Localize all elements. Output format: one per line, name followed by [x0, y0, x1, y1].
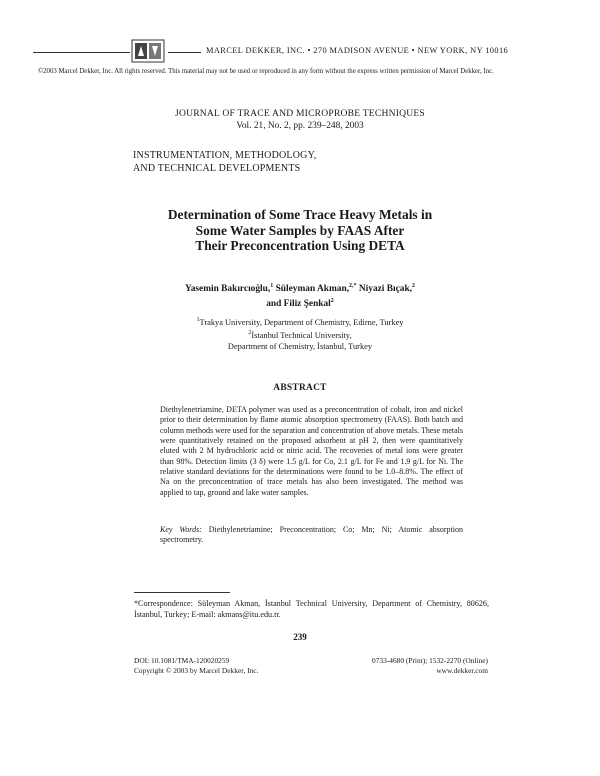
author-1-sup: 1	[270, 283, 274, 289]
keywords	[160, 525, 463, 546]
section-line-2: AND TECHNICAL DEVELOPMENTS	[133, 163, 301, 174]
website: www.dekker.com	[436, 666, 488, 675]
issn: 0733-4680 (Print); 1532-2270 (Online)	[372, 656, 488, 665]
affiliation-2-sup: 2	[248, 330, 252, 336]
publisher-logo-icon	[131, 39, 165, 63]
header-rule-left	[33, 52, 130, 53]
page-number: 239	[293, 632, 307, 642]
abstract-body: Diethylenetriamine, DETA polymer was used as a preconcentration of cobalt, iron and nickel prior to their determination by flame atomic absorption spectrometry (FAAS). Both batch and column methods were used for the separation and concentration of above metals. These metals were quantitatively retained on the proposed adsorbent at pH 2, then were quantitatively eluted with 2 M hydrochloric acid or nitric acid. The recoveries of metal ions were greater than 98%. Detection limits (3 δ) were 1.5 g/L for Co, 2.1 g/L for Fe and 1.9 g/L for Ni. The relative standard deviations for the determinations were found to be 1.0–8.8%. The effect of Na on the preconcentration of trace metals has also been investigated. The method was applied to tap, ground and lake water samples.	[160, 405, 463, 497]
copyright-notice: ©2003 Marcel Dekker, Inc. All rights reserved. This material may not be used or reproduced in any form without the express written permission of Marcel Dekker, Inc.	[38, 68, 494, 75]
correspondence-footnote: *Correspondence: Süleyman Akman, İstanbul Technical University, Department of Chemistry, 80626, İstanbul, Turkey; E-mail: akmans@itu.edu.tr.	[134, 599, 489, 619]
keywords-text: Diethylenetriamine; Preconcentration; Co; Mn; Ni; Atomic absorption spectrometry.	[160, 525, 463, 545]
author-2-sup: 2,*	[349, 283, 357, 289]
affiliations	[0, 315, 600, 352]
author-4-sup: 2	[330, 298, 334, 304]
journal-volume: Vol. 21, No. 2, pp. 239–248, 2003	[236, 121, 364, 131]
affiliation-2: İstanbul Technical University,	[251, 331, 352, 340]
author-3-sup: 2	[412, 283, 416, 289]
footer-right	[355, 656, 488, 676]
section-line-1: INSTRUMENTATION, METHODOLOGY,	[133, 150, 317, 161]
author-1: Yasemin Bakırcıoğlu,	[184, 284, 271, 294]
affiliation-1: Trakya University, Department of Chemistry, Edirne, Turkey	[199, 318, 404, 327]
title-line-1: Determination of Some Trace Heavy Metals in	[167, 207, 433, 222]
affiliation-3: Department of Chemistry, İstanbul, Turkey	[227, 342, 373, 351]
author-4: and Filiz Şenkal	[266, 299, 331, 309]
header-rule-right	[168, 52, 201, 53]
journal-name: JOURNAL OF TRACE AND MICROPROBE TECHNIQUES	[175, 108, 425, 119]
footnote-rule	[134, 592, 230, 593]
author-2: Süleyman Akman,	[275, 284, 350, 294]
paper-title	[0, 207, 600, 254]
footer-left	[134, 656, 258, 676]
affiliation-1-sup: 1	[196, 317, 200, 323]
publisher-line: MARCEL DEKKER, INC. • 270 MADISON AVENUE • NEW YORK, NY 10016	[206, 46, 509, 55]
section-heading	[133, 149, 316, 175]
abstract-heading: ABSTRACT	[273, 383, 327, 393]
author-list	[0, 280, 600, 310]
footer-copyright: Copyright © 2003 by Marcel Dekker, Inc.	[134, 666, 259, 675]
title-line-2: Some Water Samples by FAAS After	[195, 222, 405, 238]
doi: DOI: 10.1081/TMA-120020259	[134, 656, 230, 665]
title-line-3: Their Preconcentration Using DETA	[195, 238, 405, 253]
author-3: Niyazi Bıçak,	[358, 284, 413, 294]
keywords-label: Key Words:	[160, 525, 202, 534]
